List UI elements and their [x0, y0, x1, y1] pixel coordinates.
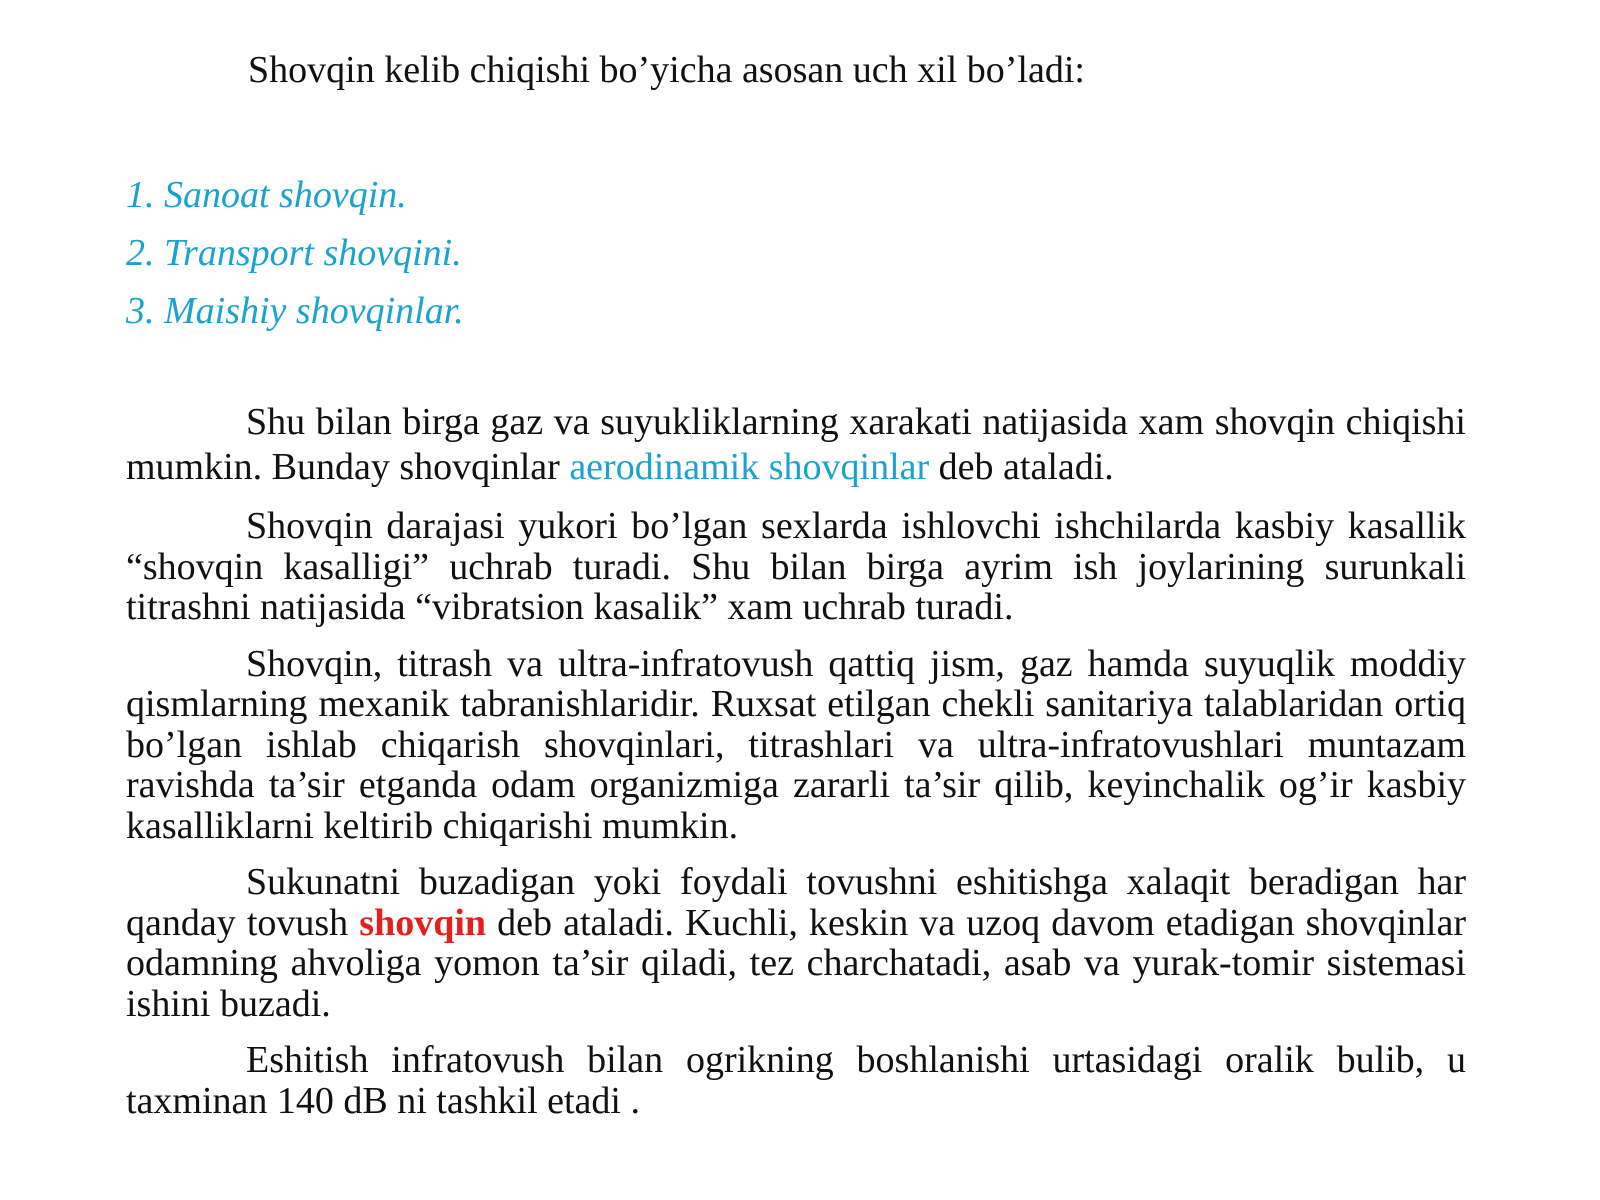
paragraph-vibration: Shovqin, titrash va ultra-infratovush qattiq jism, gaz hamda suyuqlik moddiy qismlarning mexanik tabranishlaridir. Ruxsat etilgan chekli sanitariya talablaridan ortiq bo’lgan ishlab chiqarish shovqinlari, titrashlari va ultra-infratovushlari muntazam ravishda ta’sir etganda odam organizmiga zararli ta’sir qilib, keyinchalik og’ir kasbiy kasalliklarni keltirib chiqarishi mumkin.	[126, 642, 1466, 847]
paragraph-pain-threshold: Eshitish infratovush bilan ogrikning boshlanishi urtasidagi oralik bulib, u taxminan 140 dB ni tashkil etadi .	[126, 1039, 1466, 1122]
paragraph-noise-definition	[126, 862, 1466, 1024]
body-text	[126, 400, 1466, 1137]
paragraph-text: deb ataladi. Kuchli, keskin va uzoq davom etadigan shovqinlar odamning ahvoliga yomon ta’sir qiladi, tez charchatadi, asab va yurak-tomir sistemasi ishini buzadi.	[126, 901, 1466, 1025]
list-item: 1. Sanoat shovqin.	[126, 174, 407, 216]
highlight-aerodynamic-term: aerodinamik shovqinlar	[569, 446, 930, 488]
noise-types-list	[126, 166, 464, 340]
intro-text: Shovqin kelib chiqishi bo’yicha asosan uch xil bo’ladi:	[248, 49, 1085, 91]
paragraph-aerodynamic	[126, 400, 1466, 490]
paragraph-text: Sukunatni buzadigan yoki foydali tovushni eshitishga xalaqit beradigan har qanday tovush	[126, 861, 1466, 944]
list-item: 3. Maishiy shovqinlar.	[126, 290, 464, 332]
paragraph-text: Shu bilan birga gaz va suyukliklarning xarakati natijasida xam shovqin chiqishi mumkin. Bunday shovqinlar	[126, 401, 1466, 488]
highlight-noise-term: shovqin	[359, 901, 487, 944]
list-item: 2. Transport shovqini.	[126, 232, 462, 274]
paragraph-noise-disease: Shovqin darajasi yukori bo’lgan sexlarda ishlovchi ishchilarda kasbiy kasallik “shovqin kasalligi” uchrab turadi. Shu bilan birga ayrim ish joylarining surunkali titrashni natijasida “vibratsion kasalik” xam uchrab turadi.	[126, 505, 1466, 628]
paragraph-text: deb ataladi.	[929, 446, 1114, 488]
